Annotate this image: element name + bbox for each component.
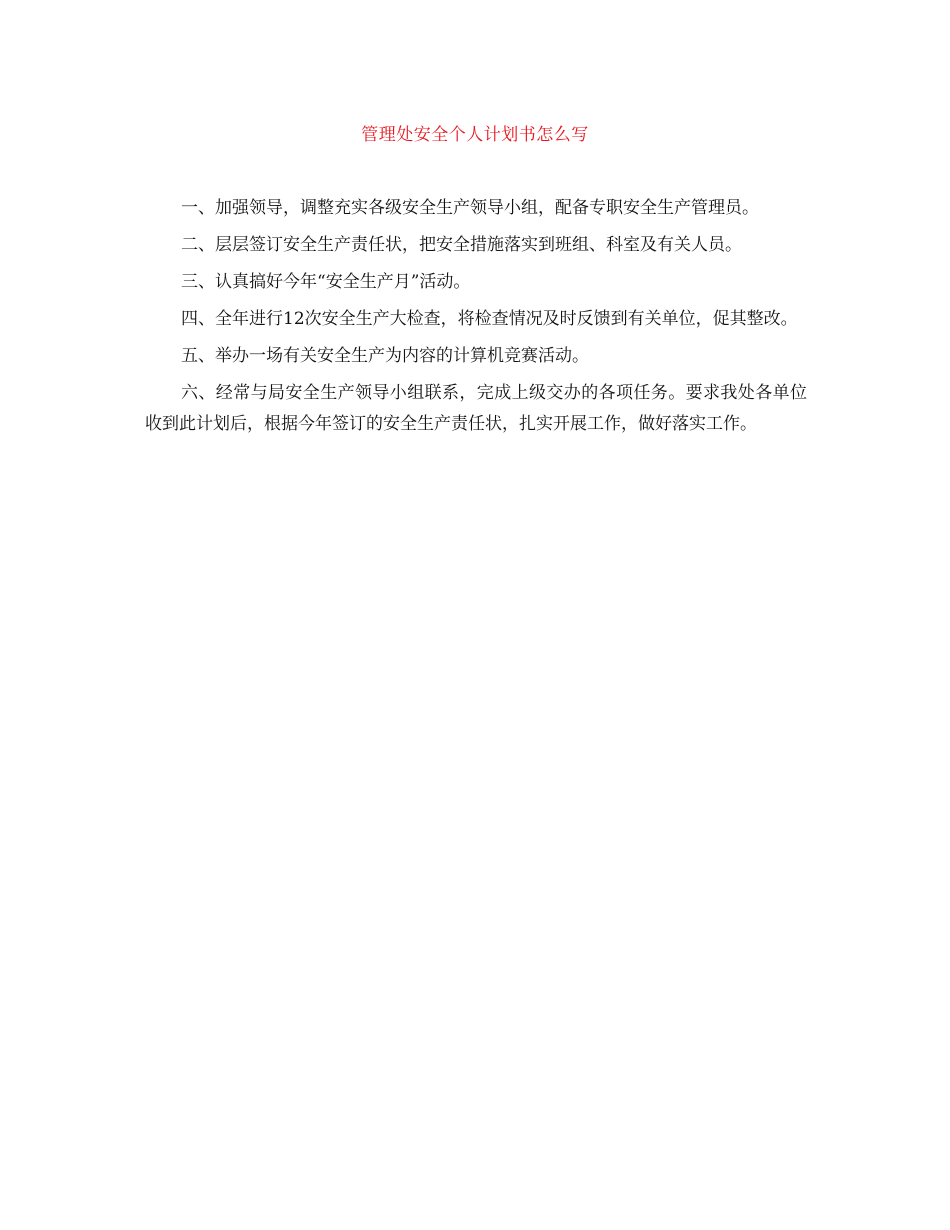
document-body	[145, 193, 807, 446]
paragraph-2: 二、层层签订安全生产责任状，把安全措施落实到班组、科室及有关人员。	[181, 235, 742, 255]
paragraph-4: 四、全年进行12次安全生产大检查，将检查情况及时反馈到有关单位，促其整改。	[181, 309, 798, 329]
paragraph-6: 六、经常与局安全生产领导小组联系，完成上级交办的各项任务。要求我处各单位收到此计划后，根据今年签订的安全生产责任状，扎实开展工作，做好落实工作。	[145, 383, 807, 434]
document-title: 管理处安全个人计划书怎么写	[361, 125, 589, 145]
paragraph-1: 一、加强领导，调整充实各级安全生产领导小组，配备专职安全生产管理员。	[181, 198, 759, 218]
paragraph-5: 五、举办一场有关安全生产为内容的计算机竞赛活动。	[181, 346, 589, 366]
paragraph-3: 三、认真搞好今年“安全生产月”活动。	[181, 272, 471, 292]
